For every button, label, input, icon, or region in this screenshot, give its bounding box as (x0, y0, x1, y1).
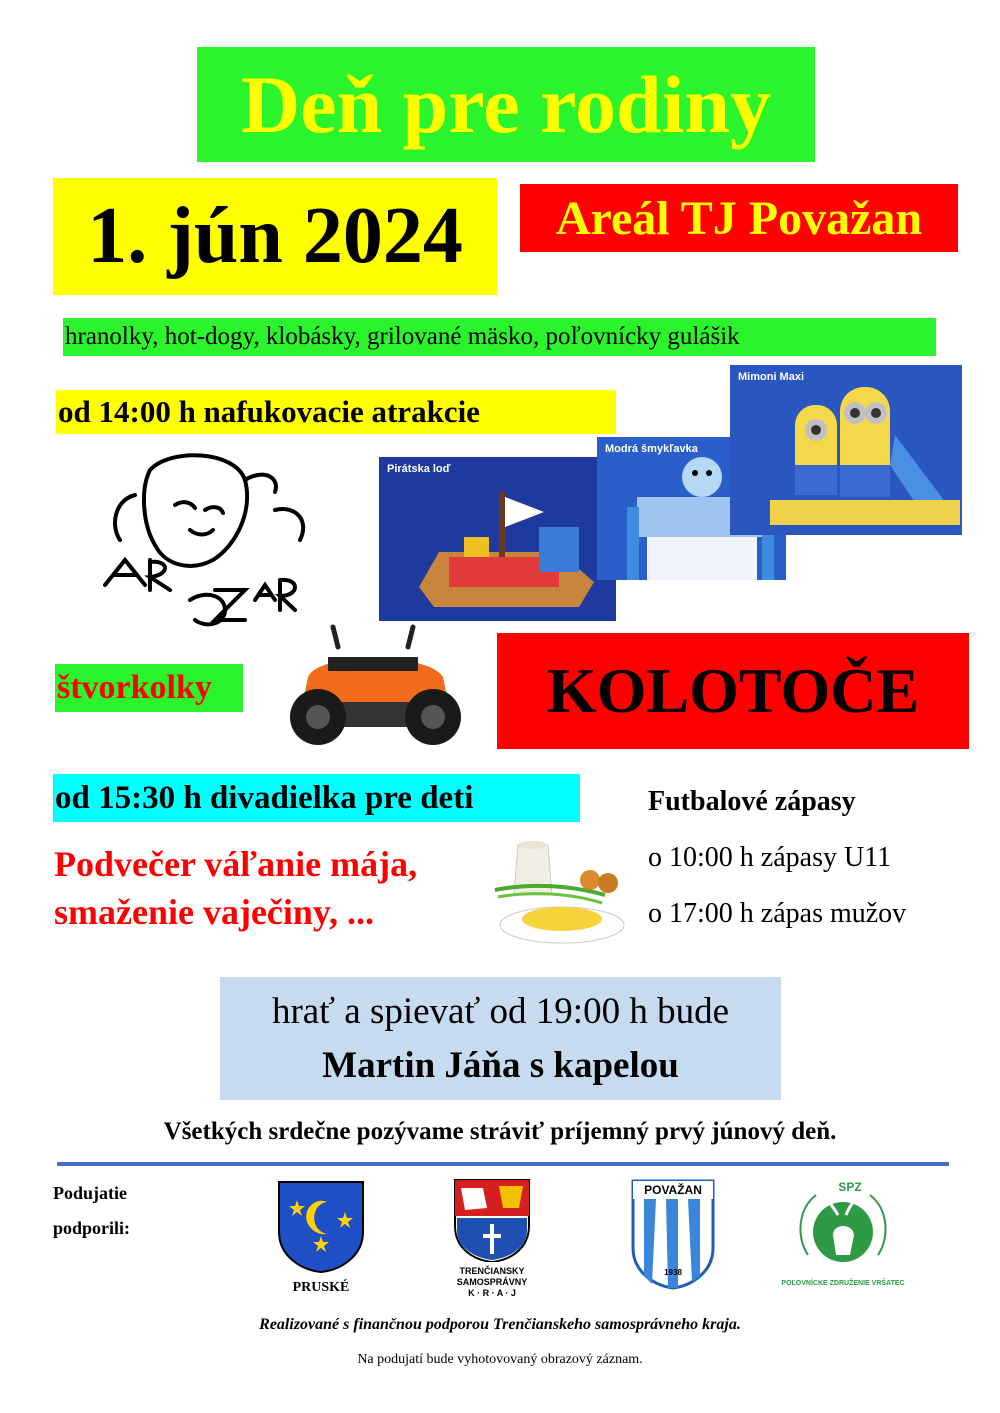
theater-logo (95, 450, 320, 630)
tsk-label (440, 1266, 544, 1299)
photo-label-slide: Modrá šmykľavka (605, 443, 698, 455)
povazan-year: 1938 (664, 1268, 682, 1277)
event-date: 1. jún 2024 (87, 192, 463, 280)
divider-line (57, 1162, 949, 1166)
supporters-label (53, 1176, 130, 1246)
povazan-label: POVAŽAN (644, 1183, 702, 1197)
photo-pirate-ship (379, 457, 616, 621)
quads-banner (55, 664, 243, 712)
concert-banner (220, 977, 781, 1100)
spz-ring-text: POĽOVNÍCKE ZDRUŽENIE VRŠATEC (781, 1280, 905, 1287)
pruske-crest-icon (275, 1178, 367, 1274)
concert-line-1: hrať a spievať od 19:00 h bude (271, 990, 729, 1032)
tsk-label-line-2: SAMOSPRÁVNY (456, 1277, 528, 1287)
atv-image (278, 617, 468, 752)
football-heading: Futbalové zápasy (648, 786, 856, 817)
venue-banner (520, 184, 958, 252)
event-venue: Areál TJ Považan (555, 191, 923, 245)
photo-label-minions: Mimoni Maxi (738, 371, 805, 383)
event-title: Deň pre rodiny (240, 58, 772, 150)
evening-line-2: smaženie vaječiny, ... (54, 892, 374, 932)
carousels-text: KOLOTOČE (546, 655, 920, 726)
tsk-crest-icon (453, 1178, 531, 1262)
photo-minions (730, 365, 962, 535)
invitation-text: Všetkých srdečne pozývame stráviť príjemný prvý júnový deň. (163, 1118, 837, 1145)
funding-note: Realizované s finančnou podporou Trenčianskeho samosprávneho kraja. (259, 1316, 741, 1333)
supporters-line-1: Podujatie (53, 1183, 127, 1203)
spz-label: SPZ (838, 1180, 862, 1194)
supporters-line-2: podporili: (53, 1218, 131, 1238)
football-match-2: o 17:00 h zápas mužov (648, 898, 907, 929)
title-banner (197, 47, 815, 162)
evening-program (54, 840, 417, 936)
carousels-banner (497, 633, 969, 749)
inflatables-banner (56, 390, 616, 434)
concert-line-2: Martin Jáňa s kapelou (322, 1044, 679, 1086)
food-list: hranolky, hot-dogy, klobásky, grilované mäsko, poľovnícky gulášik (65, 323, 740, 350)
pirate-ship-image (379, 457, 616, 621)
quads-text: štvorkolky (57, 669, 212, 706)
pruske-label: PRUSKÉ (292, 1280, 350, 1295)
tsk-label-line-1: TRENČIANSKY (459, 1266, 525, 1276)
theater-banner (53, 774, 580, 822)
date-banner (53, 178, 497, 295)
food-banner (63, 318, 936, 356)
football-match-1: o 10:00 h zápasy U11 (648, 842, 892, 873)
inflatables-text: od 14:00 h nafukovacie atrakcie (58, 394, 480, 429)
scrambled-eggs-image (490, 835, 630, 945)
evening-line-1: Podvečer váľanie mája, (54, 844, 418, 884)
tsk-label-line-3: K · R · A · J (468, 1288, 516, 1298)
recording-note: Na podujatí bude vyhotovovaný obrazový záznam. (357, 1352, 643, 1367)
football-section (648, 774, 906, 942)
minions-image (730, 365, 962, 535)
theater-text: od 15:30 h divadielka pre deti (55, 779, 474, 816)
photo-label-pirate: Pirátska loď (387, 463, 451, 475)
